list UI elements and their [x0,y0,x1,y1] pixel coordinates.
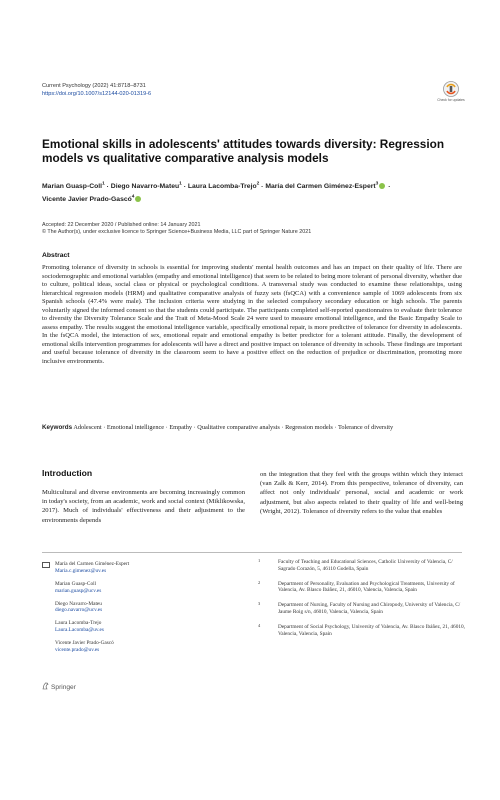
orcid-icon[interactable] [135,196,141,202]
email-link[interactable]: vicente.prado@uv.es [55,646,100,653]
orcid-icon[interactable] [379,183,385,189]
email-link[interactable]: Maria.c.gimenez@uv.es [55,567,107,574]
article-title: Emotional skills in adolescents' attitudes towards diversity: Regression models vs qualitative comparative analysis models [42,137,445,166]
contact-corresponding: María del Carmen Giménez-Espert Maria.c.gimenez@uv.es [42,561,242,575]
abstract-text: Promoting tolerance of diversity in schools is essential for improving students' mental health outcomes and has an impact on their quality of life. There are sociodemographic and emotional variables (empathy and emotional intelligence) that seem to be related to being more tolerant of personal diversity, whether due to culture, political ideas, social class or physical or psychological conditions. A transversal study was conducted to examine these relationships, using hierarchical regression models (HRM) and qualitative comparative analysis of fuzzy sets (fsQCA) with a convenience sample of 1069 adolescents from six Spanish schools (47.4% were male). The inclusion criteria were studying in the selected compulsory secondary education or high schools. The parents voluntarily signed the informed consent so that the students could participate. The participants completed self-reported questionnaires to evaluate their tolerance to diversity the Diversity Tolerance Scale and the Trait of Meta-Mood Scale 24 were used to measure emotional intelligence, and the Basic Empathy Scale to assess empathy. The results suggest the emotional intelligence variable, specifically emotional repair, is more predictive of tolerance for diversity in adolescents. In the fsQCA model, the interaction of sex, emotional repair and emotional empathy is better predictor for a tolerant attitude. Finally, the development of emotional skills intervention programmes for adolescents will have a direct and positive impact on tolerance of diversity in schools. These findings are important and useful because tolerance of diversity in the classroom seem to have a positive effect on the reduction of prejudice or discrimination, promoting more inclusive environments. [42,264,462,366]
author-contacts [42,561,242,660]
author-0[interactable]: Marian Guasp-Coll$^1$ [42,182,105,191]
affiliation-3: 3 Department of Nursing, Faculty of Nursing and Chiropody, University of Valencia, C/ Jaume Roig s/n, 46010, Valencia, Valencia, Spain [258,601,461,615]
contact-item: Laura Lacomba-Trejo Laura.Lacomba@uv.es [42,620,242,634]
author-1[interactable]: Diego Navarro-Mateu$^1$ [110,182,182,191]
abstract-heading: Abstract [42,252,70,259]
introduction-heading: Introduction [42,468,93,478]
email-link[interactable]: diego.navarro@ucv.es [55,607,103,614]
journal-header [42,83,151,98]
publication-dates: Accepted: 22 December 2020 / Published online: 14 January 2021 © The Author(s), under exclusive licence to Springer Science+Business Media, LLC part of Springer Nature 2021 [42,222,312,236]
springer-horse-icon [42,682,49,690]
contact-item: Vicente Javier Prado-Gascó vicente.prado@uv.es [42,640,242,654]
check-for-updates-label: Check for updates [437,98,465,102]
email-link[interactable]: marian.guasp@ucv.es [55,587,102,594]
author-list: Marian Guasp-Coll$^1$ · Diego Navarro-Mateu$^1$ · Laura Lacomba-Trejo$^2$ · María del Carmen Giménez-Espert$^3$ · Vicente Javier Prado-Gascó$^4$ [42,182,391,204]
affiliations [258,559,468,645]
check-for-updates-badge[interactable] [437,80,465,108]
envelope-icon [42,562,50,568]
contact-item: Marian Guasp-Coll marian.guasp@ucv.es [42,581,242,595]
keywords [42,424,462,432]
check-for-updates-icon [441,80,461,108]
email-link[interactable]: Laura.Lacomba@uv.es [55,627,104,634]
author-3[interactable]: María del Carmen Giménez-Espert$^3$ [265,183,386,190]
affiliation-4: 4 Department of Social Psychology, University of Valencia, Av. Blasco Ibáñez, 21, 46010, Valencia, Valencia, Spain [258,622,465,637]
author-2[interactable]: Laura Lacomba-Trejo$^2$ [187,182,260,191]
contact-item: Diego Navarro-Mateu diego.navarro@ucv.es [42,601,242,615]
journal-citation: Current Psychology (2022) 41:8718–8731 [42,83,146,89]
keywords-label: Keywords [42,424,73,431]
affiliation-2: 2 Department of Personality, Evaluation and Psychological Treatments, University of Valencia, Av. Blasco Ibáñez, 21, 46010, Valencia, Valencia, Spain [258,579,455,594]
publisher-logo: Springer [42,682,76,691]
author-4[interactable]: Vicente Javier Prado-Gascó$^4$ [42,196,142,203]
intro-column-1: Multicultural and diverse environments are becoming increasingly common in today's society, from an academic, work and social context (Miklikowska, 2017). Much of individuals' effectiveness and their adjustment to the environments depends [42,489,245,524]
doi-link[interactable]: https://doi.org/10.1007/s12144-020-01319-6 [42,90,152,97]
keywords-list: Adolescent · Emotional intelligence · Empathy · Qualitative comparative analysis · Regression models · Tolerance of diversity [72,424,394,431]
footnote-divider [42,552,462,553]
intro-column-2: on the integration that they feel with the groups within which they interact (van Zalk & Kerr, 2014). From this perspective, tolerance of diversity, can affect not only individuals' personal, social and academic or work adjustment, but also aspects related to their quality of life and well-being (Wright, 2012). Tolerance of diversity refers to the value that enables [260,471,463,515]
affiliation-1: 1 Faculty of Teaching and Educational Sciences, Catholic University of Valencia, C/ Sagrado Corazón, 5, 46110 Godella, Spain [258,558,453,572]
